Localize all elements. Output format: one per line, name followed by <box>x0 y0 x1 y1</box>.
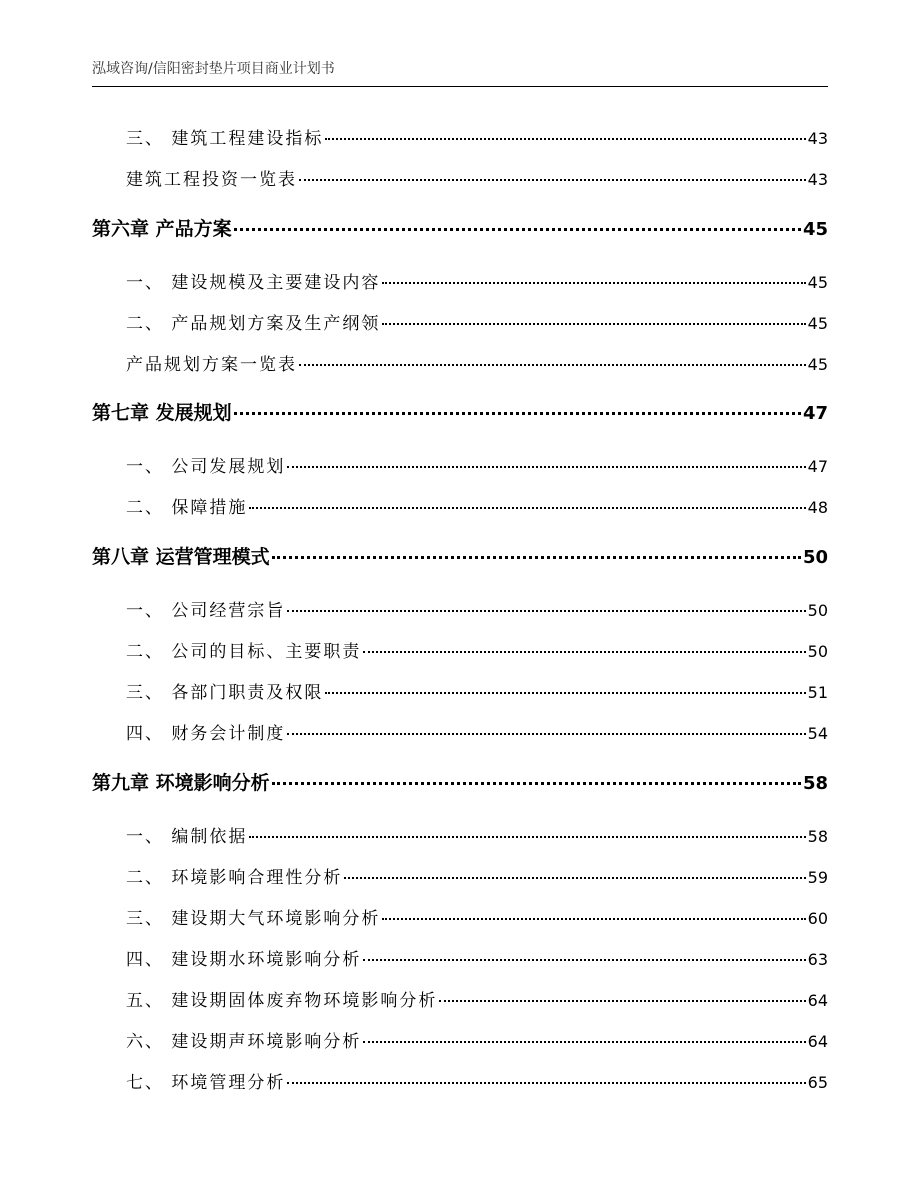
toc-page-number: 45 <box>807 273 828 292</box>
toc-entry-title: 一、 建设规模及主要建设内容 <box>126 273 381 293</box>
toc-entry[interactable] <box>126 904 828 929</box>
toc-entry[interactable] <box>126 165 828 190</box>
toc-chapter-entry[interactable] <box>92 398 828 425</box>
page-header: 泓域咨询/信阳密封垫片项目商业计划书 <box>92 61 335 77</box>
toc-entry[interactable] <box>126 268 828 293</box>
toc-leader <box>287 610 805 612</box>
toc-entry[interactable] <box>126 493 828 518</box>
toc-entry-title: 一、 公司经营宗旨 <box>126 601 286 621</box>
toc-page-number: 51 <box>807 683 828 702</box>
toc-entry-title: 第八章 运营管理模式 <box>92 546 270 568</box>
toc-entry-title: 一、 编制依据 <box>126 827 248 847</box>
toc-page-number: 50 <box>802 547 828 568</box>
toc-page-number: 65 <box>807 1073 828 1092</box>
toc-page-number: 59 <box>807 868 828 887</box>
toc-entry-title: 三、 建设期大气环境影响分析 <box>126 909 381 929</box>
toc-leader <box>249 836 805 838</box>
toc-leader <box>234 228 801 231</box>
toc-leader <box>325 138 805 140</box>
toc-entry[interactable] <box>126 822 828 847</box>
toc-leader <box>272 782 801 785</box>
toc-entry-title: 六、 建设期声环境影响分析 <box>126 1032 362 1052</box>
toc-entry[interactable] <box>126 863 828 888</box>
toc-leader <box>382 282 805 284</box>
toc-entry-title: 四、 财务会计制度 <box>126 724 286 744</box>
toc-leader <box>344 877 805 879</box>
toc-leader <box>382 323 805 325</box>
toc-page-number: 43 <box>807 129 828 148</box>
toc-entry-title: 二、 产品规划方案及生产纲领 <box>126 314 381 334</box>
toc-entry[interactable] <box>126 309 828 334</box>
toc-entry-title: 二、 公司的目标、主要职责 <box>126 642 362 662</box>
toc-entry-title: 第七章 发展规划 <box>92 402 232 424</box>
toc-page-number: 64 <box>807 991 828 1010</box>
toc-entry[interactable] <box>126 452 828 477</box>
toc-page-number: 64 <box>807 1032 828 1051</box>
toc-leader <box>299 364 806 366</box>
toc-leader <box>287 733 805 735</box>
toc-entry-title: 二、 环境影响合理性分析 <box>126 868 343 888</box>
toc-entry-title: 一、 公司发展规划 <box>126 457 286 477</box>
toc-entry[interactable] <box>126 124 828 149</box>
toc-entry[interactable] <box>126 1027 828 1052</box>
toc-leader <box>299 179 806 181</box>
toc-entry[interactable] <box>126 637 828 662</box>
toc-page-number: 47 <box>807 457 828 476</box>
toc-page-number: 47 <box>802 403 828 424</box>
toc-page-number: 58 <box>802 773 828 794</box>
toc-page-number: 48 <box>807 498 828 517</box>
toc-leader <box>249 507 805 509</box>
toc-leader <box>382 918 805 920</box>
toc-entry-title: 二、 保障措施 <box>126 498 248 518</box>
toc-entry[interactable] <box>126 678 828 703</box>
toc-leader <box>363 959 805 961</box>
toc-page-number: 43 <box>807 170 828 189</box>
toc-entry-title: 建筑工程投资一览表 <box>126 170 297 190</box>
toc-entry-title: 第六章 产品方案 <box>92 218 232 240</box>
toc-page-number: 45 <box>807 355 828 374</box>
toc-entry[interactable] <box>126 986 828 1011</box>
toc-entry[interactable] <box>126 596 828 621</box>
header-rule <box>92 86 828 87</box>
toc-entry-title: 产品规划方案一览表 <box>126 355 297 375</box>
toc-page-number: 63 <box>807 950 828 969</box>
toc-page-number: 45 <box>807 314 828 333</box>
toc-entry-title: 五、 建设期固体废弃物环境影响分析 <box>126 991 438 1011</box>
toc-chapter-entry[interactable] <box>92 768 828 795</box>
toc-entry-title: 第九章 环境影响分析 <box>92 772 270 794</box>
toc-leader <box>363 651 805 653</box>
toc-entry-title: 七、 环境管理分析 <box>126 1073 286 1093</box>
toc-leader <box>287 1082 805 1084</box>
toc-page-number: 58 <box>807 827 828 846</box>
toc-entry-title: 四、 建设期水环境影响分析 <box>126 950 362 970</box>
toc-leader <box>287 466 805 468</box>
toc-page-number: 45 <box>802 219 828 240</box>
toc-leader <box>363 1041 805 1043</box>
toc-entry-title: 三、 各部门职责及权限 <box>126 683 324 703</box>
toc-page-number: 50 <box>807 601 828 620</box>
toc-leader <box>234 412 801 415</box>
toc-chapter-entry[interactable] <box>92 214 828 241</box>
toc-entry[interactable] <box>126 945 828 970</box>
toc-page-number: 60 <box>807 909 828 928</box>
toc-entry[interactable] <box>126 350 828 375</box>
toc-chapter-entry[interactable] <box>92 542 828 569</box>
toc-leader <box>325 692 805 694</box>
toc-entry[interactable] <box>126 719 828 744</box>
toc-page-number: 54 <box>807 724 828 743</box>
toc-entry[interactable] <box>126 1068 828 1093</box>
toc-leader <box>272 556 801 559</box>
toc-entry-title: 三、 建筑工程建设指标 <box>126 129 324 149</box>
toc-leader <box>439 1000 805 1002</box>
toc-page-number: 50 <box>807 642 828 661</box>
